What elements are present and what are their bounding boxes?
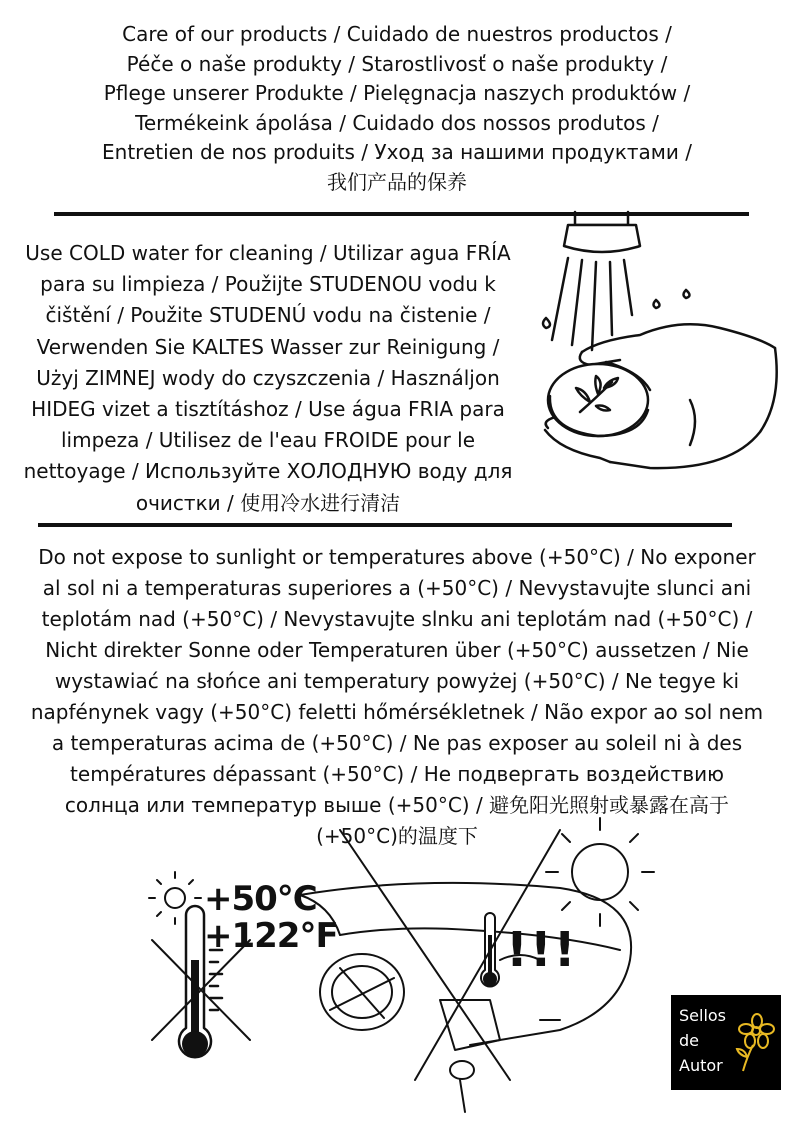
instruction-line: nettoyage / Используйте ХОЛОДНУЮ воду для: [23, 459, 513, 484]
instruction-line: čištění / Použite STUDENÚ vodu na čistenie /: [45, 303, 491, 328]
instruction-line: HIDEG vizet a tisztításhoz / Use água FRIA para: [31, 397, 505, 422]
warning-line: teplotám nad (+50°C) / Nevystavujte slnku ani teplotám nad (+50°C) /: [41, 607, 753, 631]
warning-line: wystawiać na słońce ani temperatury powyżej (+50°C) / Ne tegye ki: [54, 669, 740, 693]
instruction-line: очистки / 使用冷水进行清洁: [135, 490, 401, 515]
large-sun-icon: [546, 818, 654, 926]
shower-icon: [543, 212, 690, 350]
car-dashboard-icon: [300, 883, 631, 1112]
instruction-line: para su limpieza / Použijte STUDENOU vodu k: [40, 272, 496, 297]
warning-line: Do not expose to sunlight or temperatures above (+50°C) / No exponer: [38, 545, 756, 569]
instruction-line: Use COLD water for cleaning / Utilizar agua FRÍA: [25, 241, 511, 265]
warning-line: (+50°C)的温度下: [316, 824, 478, 848]
logo-line: Sellos: [679, 1006, 727, 1025]
warning-line: a temperaturas acima de (+50°C) / Ne pas exposer au soleil ni à des: [51, 731, 743, 755]
temperature-celsius: +50°C: [204, 879, 317, 919]
warning-line: températures dépassant (+50°C) / Не подвергать воздействию: [70, 762, 724, 786]
warning-line: солнца или температур выше (+50°C) / 避免阳光照射或暴露在高于: [64, 793, 730, 817]
warning-line: Nicht direkter Sonne oder Temperaturen über (+50°C) aussetzen / Nie: [45, 638, 749, 662]
instruction-line: Verwenden Sie KALTES Wasser zur Reinigung /: [36, 334, 500, 359]
care-title-line: Care of our products / Cuidado de nuestros productos /: [122, 22, 672, 46]
logo-line: de: [679, 1031, 699, 1050]
care-title-line: Entretien de nos produits / Уход за нашими продуктами /: [102, 140, 692, 165]
care-title-line: Termékeink ápolása / Cuidado dos nossos produtos /: [135, 110, 659, 135]
flower-icon: [733, 1013, 777, 1075]
brand-logo: [671, 995, 781, 1090]
instruction-line: limpeza / Utilisez de l'eau FROIDE pour le: [60, 428, 476, 453]
logo-line: Autor: [679, 1056, 723, 1075]
care-title-line: Pflege unserer Produkte / Pielęgnacja naszych produktów /: [103, 81, 691, 106]
logo-text: [679, 1003, 726, 1078]
instruction-line: Użyj ZIMNEJ wody do czyszczenia / Használjon: [36, 365, 500, 390]
care-title-line: Péče o naše produkty / Starostlivosť o naše produkty /: [126, 51, 668, 76]
care-title-line: 我们产品的保养: [327, 169, 467, 194]
temperature-fahrenheit: +122°F: [204, 916, 338, 956]
warning-exclamation: !!!: [506, 922, 578, 978]
warning-line: napfénynek vagy (+50°C) feletti hőmérsékletnek / Não expor ao sol nem: [30, 700, 764, 724]
warning-line: al sol ni a temperaturas superiores a (+50°C) / Nevystavujte slunci ani: [42, 576, 752, 600]
hand-with-soap-icon: [545, 324, 777, 468]
